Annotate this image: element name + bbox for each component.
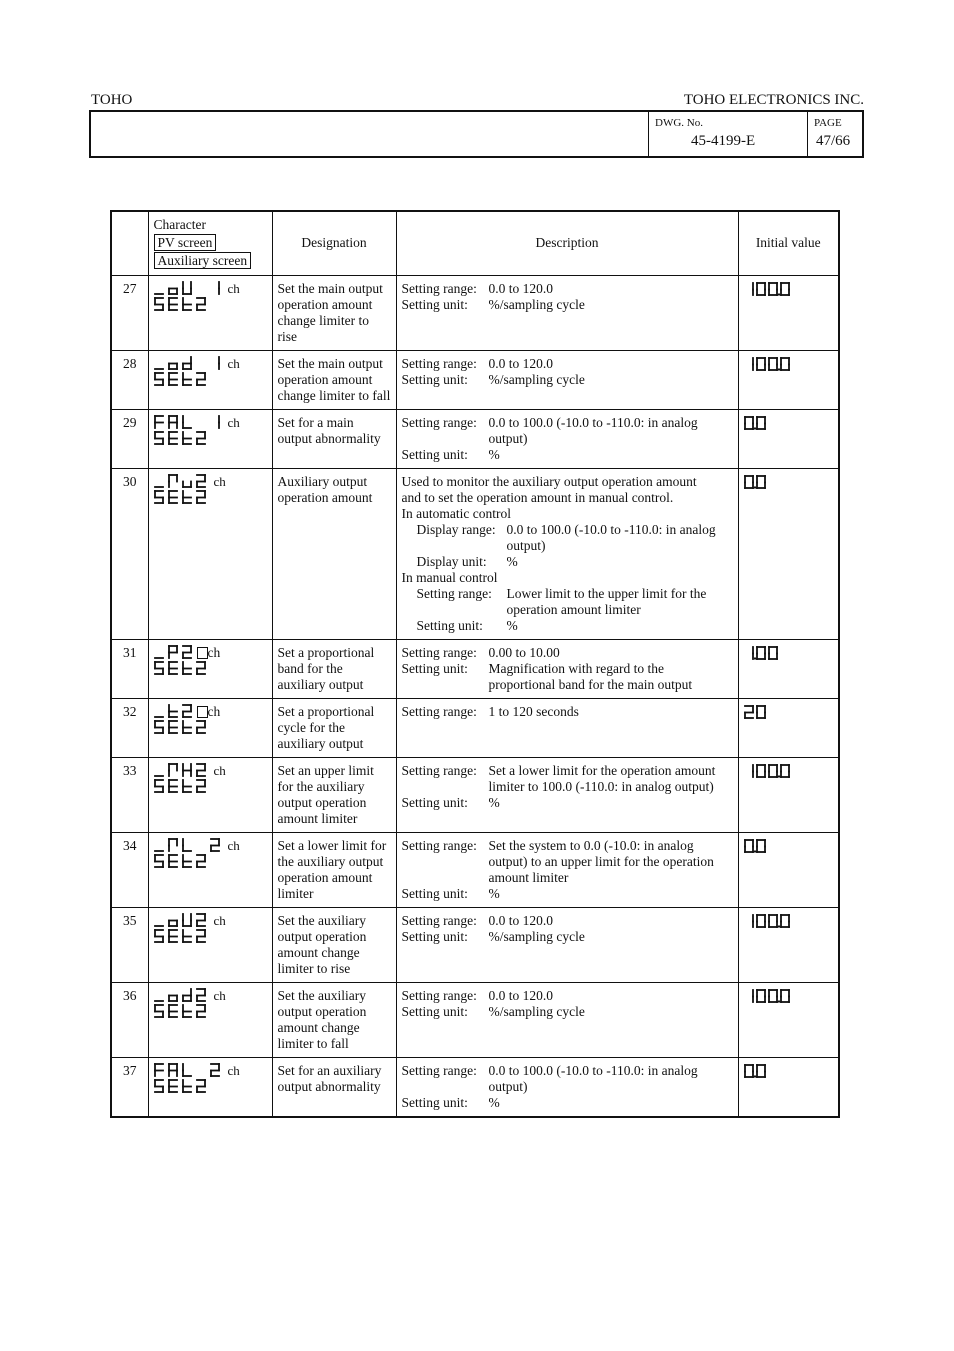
description-text: Used to monitor the auxiliary output operation amount bbox=[401, 473, 697, 489]
description-line bbox=[402, 661, 733, 677]
header-company-short: TOHO bbox=[91, 92, 133, 108]
aux-screen-line bbox=[154, 431, 267, 447]
description-continuation: operation amount limiter bbox=[506, 601, 641, 617]
description-label: Setting range: bbox=[401, 414, 477, 430]
drawing-number-label: DWG. No. bbox=[655, 117, 703, 129]
description-value: 0.0 to 120.0 bbox=[488, 987, 554, 1003]
description-value: %/sampling cycle bbox=[488, 928, 585, 944]
pv-segment-display bbox=[154, 913, 210, 928]
pv-screen-line bbox=[154, 1063, 267, 1079]
channel-suffix: ch bbox=[213, 473, 226, 489]
description-label: Setting unit: bbox=[401, 296, 468, 312]
row-number: 27 bbox=[111, 275, 148, 350]
pv-segment-display bbox=[154, 838, 224, 853]
page-cell bbox=[807, 112, 863, 156]
description-label: Setting range: bbox=[401, 1062, 477, 1078]
pv-screen-line bbox=[154, 988, 267, 1004]
character-cell bbox=[148, 1057, 272, 1117]
row-number: 34 bbox=[111, 832, 148, 907]
pv-screen-line bbox=[154, 645, 267, 661]
pv-screen-line bbox=[154, 281, 267, 297]
header-designation: Designation bbox=[272, 211, 396, 275]
description-continuation: proportional band for the main output bbox=[488, 676, 693, 692]
description-value: % bbox=[488, 885, 500, 901]
channel-suffix: ch bbox=[227, 355, 240, 371]
header-number bbox=[111, 211, 148, 275]
description-label: Setting range: bbox=[401, 762, 477, 778]
table-row bbox=[111, 832, 839, 907]
description-line bbox=[402, 763, 733, 779]
initial-value-display bbox=[744, 913, 792, 929]
description-line bbox=[402, 372, 733, 388]
description-value: 0.00 to 10.00 bbox=[488, 644, 560, 660]
header-pv-screen: PV screen bbox=[154, 234, 217, 251]
description-value: 0.0 to 100.0 (-10.0 to -110.0: in analog bbox=[488, 414, 698, 430]
description-text: In manual control bbox=[401, 569, 498, 585]
description-line bbox=[402, 1095, 733, 1111]
pv-segment-display bbox=[154, 988, 210, 1003]
description-label: Setting range: bbox=[401, 987, 477, 1003]
designation-cell: Set a proportional cycle for the auxiliary output bbox=[272, 698, 396, 757]
aux-screen-line bbox=[154, 1004, 267, 1020]
header-character bbox=[148, 211, 272, 275]
character-cell bbox=[148, 350, 272, 409]
aux-screen-line bbox=[154, 1079, 267, 1095]
description-line bbox=[402, 645, 733, 661]
description-value: 0.0 to 120.0 bbox=[488, 912, 554, 928]
aux-segment-display bbox=[154, 372, 210, 387]
description-label: Setting range: bbox=[401, 837, 477, 853]
table-row bbox=[111, 698, 839, 757]
description-continuation: output) bbox=[488, 430, 528, 446]
description-label: Setting unit: bbox=[401, 794, 468, 810]
aux-screen-line bbox=[154, 661, 267, 677]
designation-cell: Set an upper limit for the auxiliary output operation amount limiter bbox=[272, 757, 396, 832]
description-cell bbox=[396, 982, 738, 1057]
initial-value-display bbox=[744, 838, 768, 854]
channel-suffix: ch bbox=[213, 912, 226, 928]
description-line bbox=[402, 618, 733, 634]
header-description: Description bbox=[396, 211, 738, 275]
aux-segment-display bbox=[154, 490, 210, 505]
table-row bbox=[111, 1057, 839, 1117]
description-value: Magnification with regard to the bbox=[488, 660, 664, 676]
pv-segment-display bbox=[154, 356, 224, 371]
row-number: 33 bbox=[111, 757, 148, 832]
initial-value-display bbox=[744, 281, 792, 297]
designation-cell: Set for a main output abnormality bbox=[272, 409, 396, 468]
pv-screen-line bbox=[154, 415, 267, 431]
description-label: Setting unit: bbox=[401, 371, 468, 387]
description-cell bbox=[396, 1057, 738, 1117]
character-cell bbox=[148, 639, 272, 698]
table-row bbox=[111, 468, 839, 639]
description-label: Display unit: bbox=[416, 553, 487, 569]
table-row bbox=[111, 757, 839, 832]
description-line bbox=[402, 988, 733, 1004]
description-cell bbox=[396, 698, 738, 757]
pv-screen-line bbox=[154, 474, 267, 490]
initial-value-cell bbox=[738, 350, 839, 409]
pv-segment-display bbox=[154, 645, 196, 660]
header-company-full: TOHO ELECTRONICS INC. bbox=[683, 92, 864, 108]
description-line bbox=[402, 1004, 733, 1020]
description-value: % bbox=[488, 446, 500, 462]
initial-value-display bbox=[744, 763, 792, 779]
description-label: Setting range: bbox=[401, 703, 477, 719]
pv-segment-display bbox=[154, 415, 224, 430]
description-line bbox=[402, 415, 733, 431]
channel-suffix: ch bbox=[207, 703, 221, 719]
description-label: Setting range: bbox=[401, 912, 477, 928]
initial-value-cell bbox=[738, 468, 839, 639]
header-aux-screen: Auxiliary screen bbox=[154, 252, 252, 269]
description-label: Setting unit: bbox=[401, 1003, 468, 1019]
header-initial-value: Initial value bbox=[738, 211, 839, 275]
character-cell bbox=[148, 409, 272, 468]
page-value: 47/66 bbox=[816, 133, 851, 149]
aux-segment-display bbox=[154, 854, 210, 869]
description-label: Setting unit: bbox=[416, 617, 483, 633]
table-row bbox=[111, 409, 839, 468]
initial-value-display bbox=[744, 645, 780, 661]
description-label: Display range: bbox=[416, 521, 496, 537]
description-value: 1 to 120 seconds bbox=[488, 703, 579, 719]
description-label: Setting range: bbox=[401, 355, 477, 371]
initial-value-display bbox=[744, 704, 768, 720]
initial-value-cell bbox=[738, 982, 839, 1057]
description-label: Setting range: bbox=[416, 585, 492, 601]
channel-suffix: ch bbox=[207, 644, 221, 660]
designation-cell: Set the main output operation amount change limiter to rise bbox=[272, 275, 396, 350]
description-value: %/sampling cycle bbox=[488, 1003, 585, 1019]
pv-segment-display bbox=[154, 704, 196, 719]
aux-segment-display bbox=[154, 297, 210, 312]
designation-cell: Set a proportional band for the auxiliary output bbox=[272, 639, 396, 698]
row-number: 30 bbox=[111, 468, 148, 639]
description-line bbox=[402, 886, 733, 902]
description-cell bbox=[396, 350, 738, 409]
channel-suffix: ch bbox=[227, 280, 240, 296]
description-label: Setting unit: bbox=[401, 1094, 468, 1110]
table-row bbox=[111, 275, 839, 350]
initial-value-cell bbox=[738, 1057, 839, 1117]
description-line bbox=[402, 838, 733, 854]
aux-segment-display bbox=[154, 431, 210, 446]
description-value: Set a lower limit for the operation amount bbox=[488, 762, 716, 778]
description-label: Setting range: bbox=[401, 280, 477, 296]
character-cell bbox=[148, 698, 272, 757]
designation-cell: Set the main output operation amount change limiter to fall bbox=[272, 350, 396, 409]
description-continuation: output) to an upper limit for the operation bbox=[488, 853, 714, 869]
description-continuation: amount limiter bbox=[488, 869, 569, 885]
pv-screen-line bbox=[154, 763, 267, 779]
parameter-table bbox=[110, 210, 840, 1118]
description-continuation: limiter to 100.0 (-110.0: in analog output) bbox=[488, 778, 714, 794]
initial-value-cell bbox=[738, 757, 839, 832]
pv-screen-line bbox=[154, 356, 267, 372]
aux-screen-line bbox=[154, 372, 267, 388]
aux-screen-line bbox=[154, 297, 267, 313]
character-cell bbox=[148, 757, 272, 832]
description-value: % bbox=[488, 794, 500, 810]
description-value: Lower limit to the upper limit for the bbox=[506, 585, 707, 601]
description-cell bbox=[396, 639, 738, 698]
aux-segment-display bbox=[154, 929, 210, 944]
description-cell bbox=[396, 907, 738, 982]
row-number: 35 bbox=[111, 907, 148, 982]
description-cell bbox=[396, 832, 738, 907]
description-value: % bbox=[506, 553, 518, 569]
designation-cell: Auxiliary output operation amount bbox=[272, 468, 396, 639]
row-number: 31 bbox=[111, 639, 148, 698]
initial-value-display bbox=[744, 988, 792, 1004]
description-text: and to set the operation amount in manual control. bbox=[401, 489, 674, 505]
aux-segment-display bbox=[154, 1079, 210, 1094]
pv-segment-display bbox=[154, 281, 224, 296]
drawing-number-value: 45-4199-E bbox=[691, 133, 756, 149]
designation-cell: Set the auxiliary output operation amount change limiter to fall bbox=[272, 982, 396, 1057]
channel-suffix: ch bbox=[227, 837, 240, 853]
table-row bbox=[111, 350, 839, 409]
description-value: 0.0 to 120.0 bbox=[488, 280, 554, 296]
aux-screen-line bbox=[154, 854, 267, 870]
character-cell bbox=[148, 982, 272, 1057]
description-value: Set the system to 0.0 (-10.0: in analog bbox=[488, 837, 694, 853]
description-cell bbox=[396, 409, 738, 468]
description-value: %/sampling cycle bbox=[488, 296, 585, 312]
initial-value-display bbox=[744, 415, 768, 431]
description-label: Setting unit: bbox=[401, 928, 468, 944]
title-block bbox=[89, 110, 864, 158]
aux-screen-line bbox=[154, 779, 267, 795]
description-label: Setting unit: bbox=[401, 446, 468, 462]
description-line bbox=[402, 929, 733, 945]
initial-value-display bbox=[744, 474, 768, 490]
description-continuation: output) bbox=[488, 1078, 528, 1094]
aux-segment-display bbox=[154, 720, 210, 735]
character-cell bbox=[148, 275, 272, 350]
description-line bbox=[402, 522, 733, 538]
aux-segment-display bbox=[154, 661, 210, 676]
description-cell bbox=[396, 757, 738, 832]
description-label: Setting range: bbox=[401, 644, 477, 660]
table-row bbox=[111, 982, 839, 1057]
aux-segment-display bbox=[154, 1004, 210, 1019]
table-row bbox=[111, 639, 839, 698]
description-line bbox=[402, 356, 733, 372]
channel-suffix: ch bbox=[213, 762, 226, 778]
description-cell bbox=[396, 468, 738, 639]
initial-value-cell bbox=[738, 409, 839, 468]
aux-screen-line bbox=[154, 929, 267, 945]
character-cell bbox=[148, 832, 272, 907]
aux-screen-line bbox=[154, 720, 267, 736]
description-label: Setting unit: bbox=[401, 660, 468, 676]
header-character-label: Character bbox=[153, 217, 206, 233]
aux-segment-display bbox=[154, 779, 210, 794]
channel-suffix: ch bbox=[213, 987, 226, 1003]
designation-cell: Set the auxiliary output operation amount change limiter to rise bbox=[272, 907, 396, 982]
channel-suffix: ch bbox=[227, 1062, 240, 1078]
designation-cell: Set for an auxiliary output abnormality bbox=[272, 1057, 396, 1117]
description-line bbox=[402, 297, 733, 313]
table-row bbox=[111, 907, 839, 982]
pv-segment-display bbox=[154, 763, 210, 778]
page-label: PAGE bbox=[814, 117, 842, 129]
description-line bbox=[402, 447, 733, 463]
initial-value-cell bbox=[738, 639, 839, 698]
initial-value-display bbox=[744, 356, 792, 372]
description-value: 0.0 to 120.0 bbox=[488, 355, 554, 371]
initial-value-cell bbox=[738, 698, 839, 757]
row-number: 37 bbox=[111, 1057, 148, 1117]
description-line bbox=[402, 704, 733, 720]
description-value: %/sampling cycle bbox=[488, 371, 585, 387]
row-number: 29 bbox=[111, 409, 148, 468]
description-text: In automatic control bbox=[401, 505, 511, 521]
row-number: 36 bbox=[111, 982, 148, 1057]
row-number: 32 bbox=[111, 698, 148, 757]
pv-segment-display bbox=[154, 474, 210, 489]
channel-placeholder-box bbox=[197, 647, 208, 659]
description-continuation: output) bbox=[506, 537, 546, 553]
character-cell bbox=[148, 468, 272, 639]
pv-segment-display bbox=[154, 1063, 224, 1078]
character-cell bbox=[148, 907, 272, 982]
pv-screen-line bbox=[154, 913, 267, 929]
description-line bbox=[402, 281, 733, 297]
table-header-row bbox=[111, 211, 839, 275]
drawing-number-cell bbox=[648, 112, 807, 156]
pv-screen-line bbox=[154, 838, 267, 854]
description-label: Setting unit: bbox=[401, 885, 468, 901]
description-line bbox=[402, 795, 733, 811]
description-value: % bbox=[506, 617, 518, 633]
description-value: 0.0 to 100.0 (-10.0 to -110.0: in analog bbox=[488, 1062, 698, 1078]
description-value: % bbox=[488, 1094, 500, 1110]
initial-value-cell bbox=[738, 832, 839, 907]
description-value: 0.0 to 100.0 (-10.0 to -110.0: in analog bbox=[506, 521, 716, 537]
row-number: 28 bbox=[111, 350, 148, 409]
description-cell bbox=[396, 275, 738, 350]
initial-value-cell bbox=[738, 275, 839, 350]
channel-placeholder-box bbox=[197, 706, 208, 718]
description-line bbox=[402, 554, 733, 570]
description-line bbox=[402, 1063, 733, 1079]
initial-value-display bbox=[744, 1063, 768, 1079]
designation-cell: Set a lower limit for the auxiliary output operation amount limiter bbox=[272, 832, 396, 907]
description-line bbox=[402, 586, 733, 602]
channel-suffix: ch bbox=[227, 414, 240, 430]
aux-screen-line bbox=[154, 490, 267, 506]
initial-value-cell bbox=[738, 907, 839, 982]
pv-screen-line bbox=[154, 704, 267, 720]
description-line bbox=[402, 913, 733, 929]
